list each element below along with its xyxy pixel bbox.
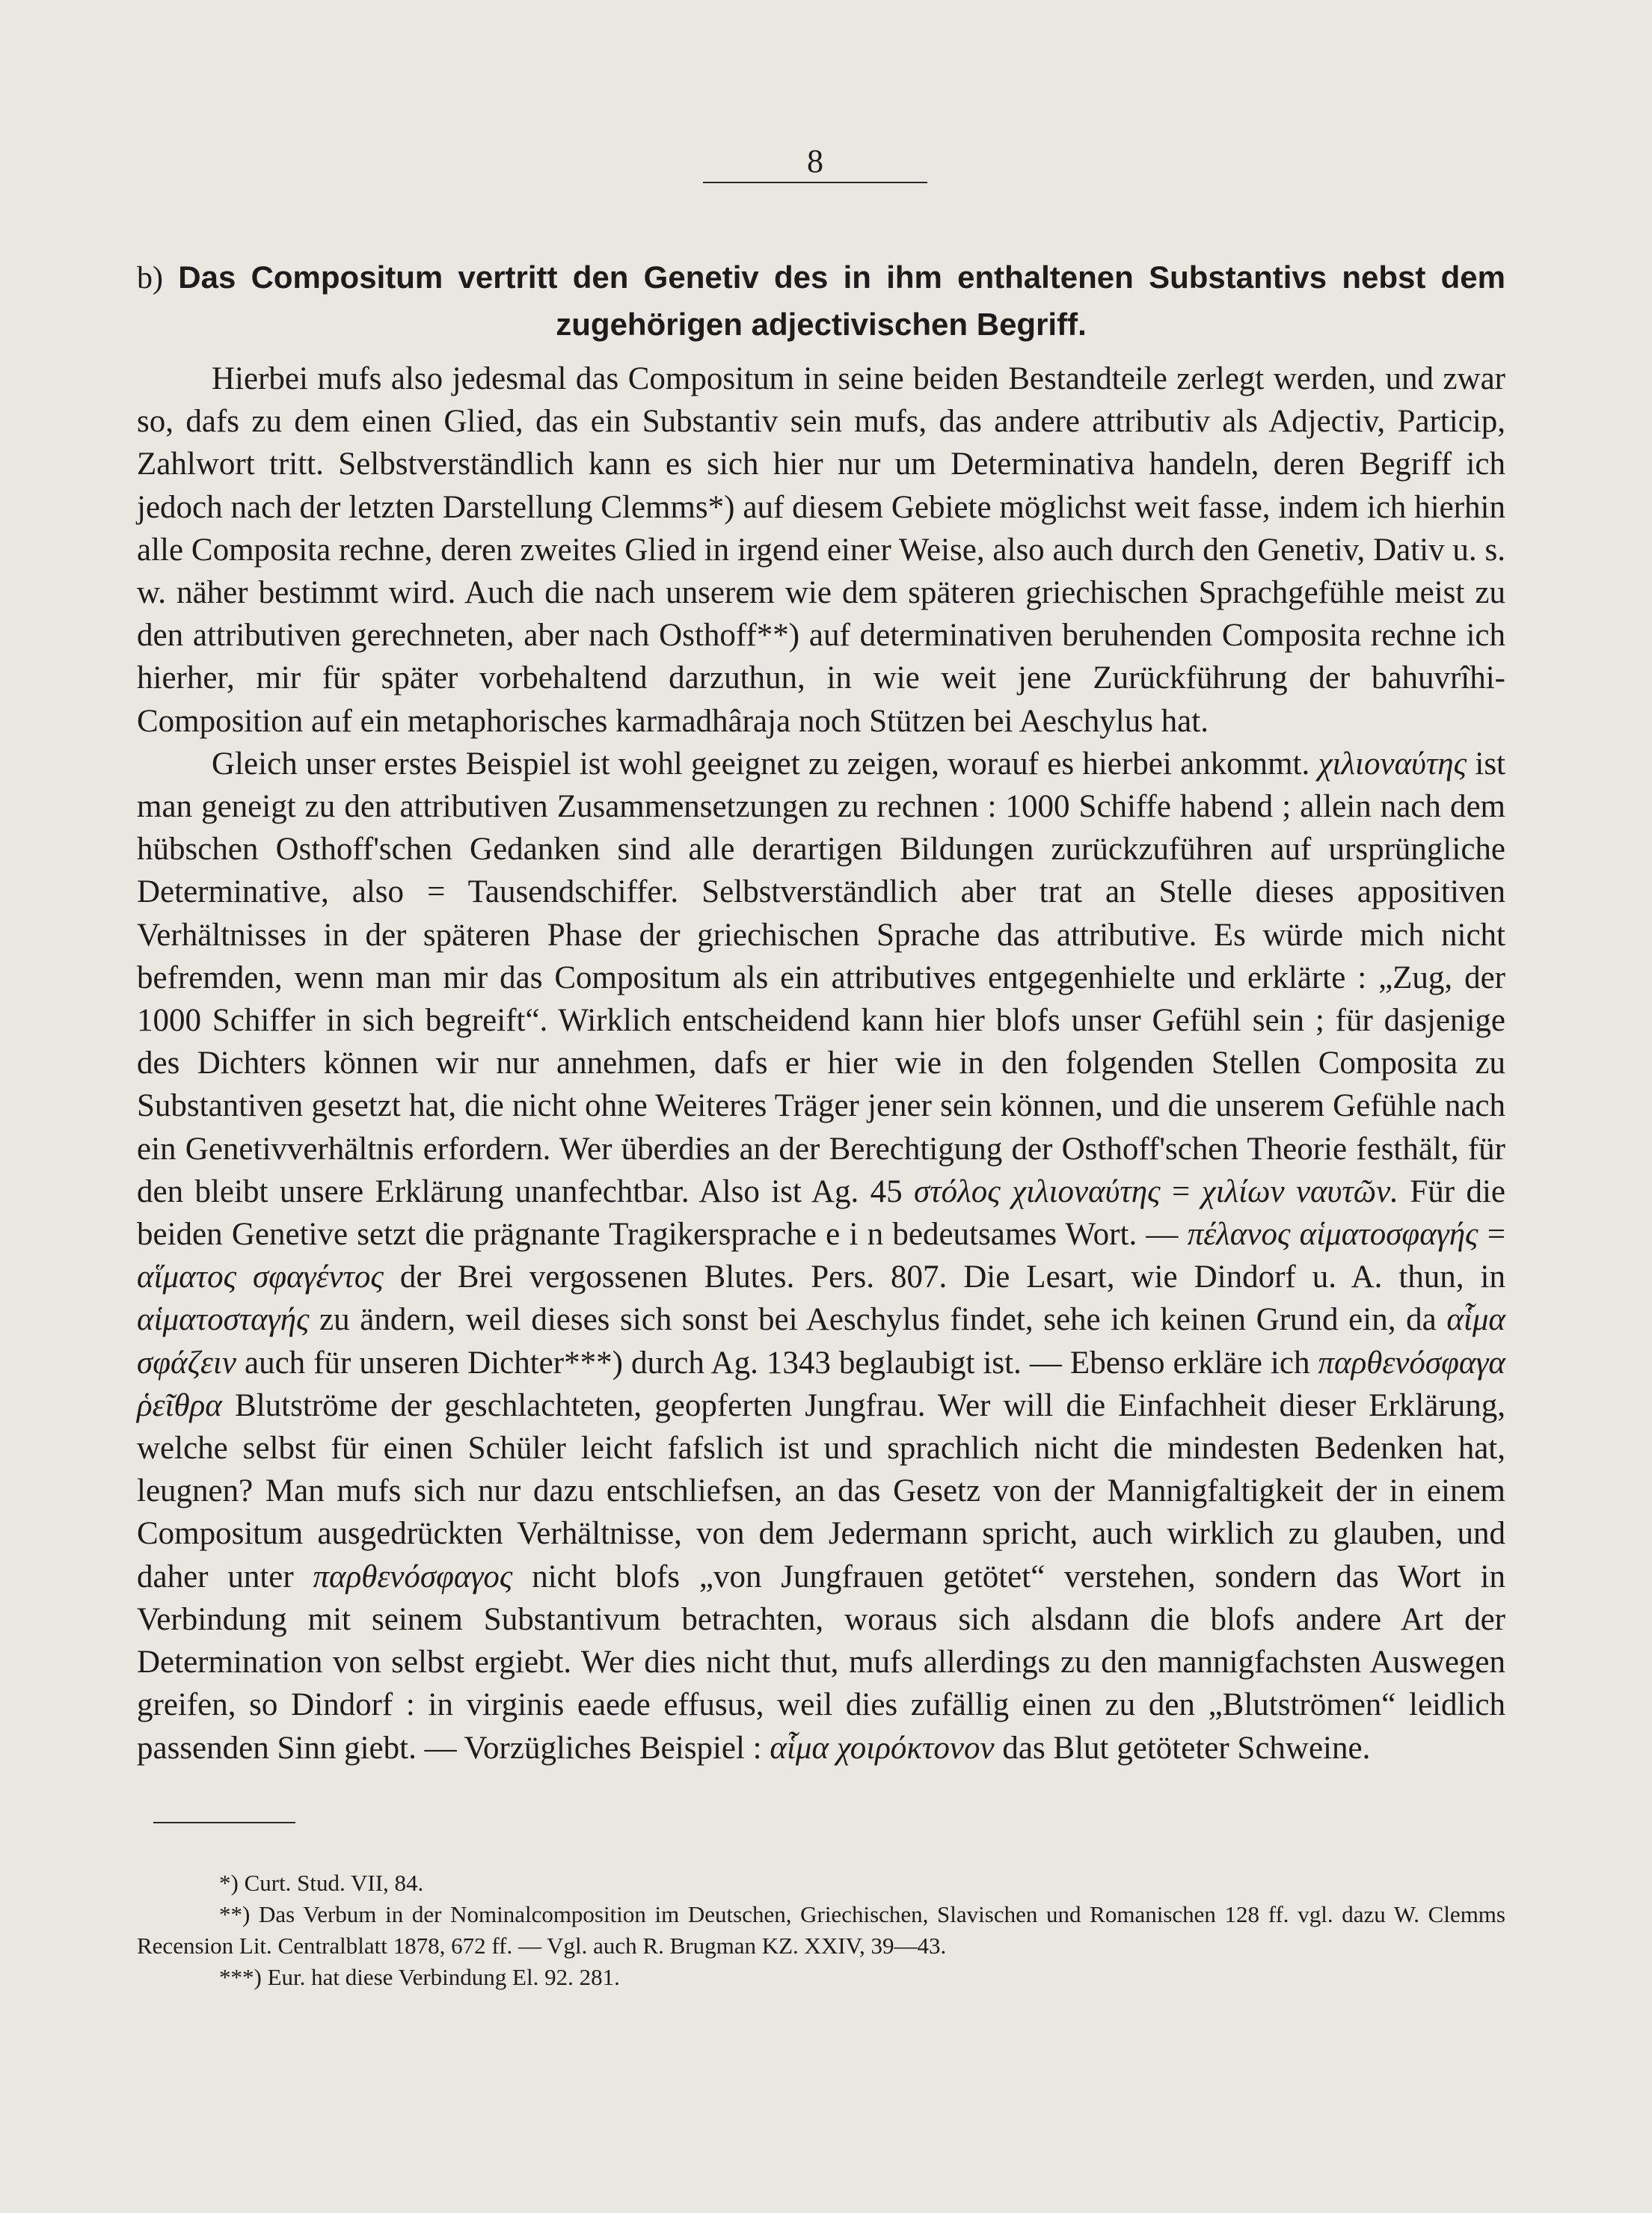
paragraph-text: auch für unseren Dichter***) durch Ag. 1343 beglaubigt ist. — Ebenso erkläre ich (236, 1345, 1318, 1381)
paragraph-text: zu ändern, weil dieses sich sonst bei Aeschylus findet, sehe ich keinen Grund ein, da (309, 1302, 1447, 1338)
body-text (137, 357, 1505, 1770)
paragraph-text: Gleich unser erstes Beispiel ist wohl geeignet zu zeigen, worauf es hierbei ankommt. (212, 746, 1318, 782)
greek-term: αἷμα χοιρόκτονον (770, 1730, 995, 1766)
greek-term: παρθενόσφαγα ῥεῖθρα (137, 1345, 1505, 1423)
greek-term: στόλος χιλιοναύτης (914, 1173, 1161, 1209)
page-number-rule (703, 182, 927, 183)
section-label: b) (137, 261, 163, 295)
paragraph-text: der Brei vergossenen Blutes. Pers. 807. Die Lesart, wie Dindorf u. A. thun, in (383, 1259, 1505, 1295)
greek-term: χιλίων ναυτῶν. (1201, 1173, 1398, 1209)
page-number: 8 (807, 143, 823, 179)
section-heading (137, 254, 1505, 348)
greek-term: χιλιοναύτης (1318, 746, 1467, 782)
greek-term: αἱματοσταγής (137, 1302, 310, 1338)
paragraph-text: Für die beiden Genetive setzt die prägnante Tragikersprache e i n bedeutsames Wort. — (137, 1173, 1505, 1253)
paragraph-text: = (1160, 1173, 1202, 1209)
footnote: ***) Eur. hat diese Verbindung El. 92. 281. (219, 1964, 620, 1990)
footnote-rule (153, 1822, 295, 1823)
paragraph-text: nicht blofs „von Jungfrauen getötet“ verstehen, sondern das Wort in Verbindung mit seinem Substantivum betrachten, woraus sich alsdann die blofs andere Art der Determination von selbst ergiebt. Wer dies nicht thut, mufs allerdings zu den mannigfachsten Auswegen greifen, so Dindorf : in virginis eaede effusus, weil dies zufällig einen zu den „Blutströmen“ leidlich passenden Sinn giebt. — Vorzügliches Beispiel : (137, 1559, 1505, 1766)
greek-term: αἷμα σφάζειν (137, 1302, 1505, 1381)
paragraph-text: das Blut getöteter Schweine. (994, 1730, 1371, 1766)
footnotes (137, 1867, 1505, 1993)
paragraph-text: ist man geneigt zu den attributiven Zusammensetzungen zu rechnen : 1000 Schiffe habend ; allein nach dem hübschen Osthoff'schen Gedanken sind alle derartigen Bildungen zurückzuführen auf ursprüngliche Determinative, also = Tausendschiffer. Selbstverständlich aber trat an Stelle dieses appositiven Verhältnisses in der späteren Phase der griechischen Sprache das attributive. Es würde mich nicht befremden, wenn man mir das Compositum als ein attributives entgegenhielte und erklärte : „Zug, der 1000 Schiffer in sich begreift“. Wirklich entscheidend kann hier blofs unser Gefühl sein ; für dasjenige des Dichters können wir nur annehmen, dafs er hier wie in den folgenden Stellen Composita zu Substantiven gesetzt hat, die nicht ohne Weiteres Träger jener sein können, und die unserem Gefühle nach ein Genetivverhältnis erfordern. Wer überdies an der Berechtigung der Osthoff'schen Theorie festhält, für den bleibt unsere Erklärung unanfechtbar. Also ist Ag. 45 (137, 746, 1505, 1209)
paragraph (137, 743, 1505, 1770)
paragraph (137, 357, 1505, 743)
greek-term: αἵματος σφαγέντος (137, 1259, 384, 1295)
greek-term: πέλανος αἱματοσφαγής (1187, 1217, 1478, 1253)
paragraph-text: Hierbei mufs also jedesmal das Compositum in seine beiden Bestandteile zerlegt werden, und zwar so, dafs zu dem einen Glied, das ein Substantiv sein mufs, das andere attributiv als Adjectiv, Particip, Zahlwort tritt. Selbstverständlich kann es sich hier nur um Determinativa handeln, deren Begriff ich jedoch nach der letzten Darstellung Clemms*) auf diesem Gebiete möglichst weit fasse, indem ich hierhin alle Composita rechne, deren zweites Glied in irgend einer Weise, also auch durch den Genetiv, Dativ u. s. w. näher bestimmt wird. Auch die nach unserem wie dem späteren griechischen Sprachgefühle meist zu den attributiven gerechneten, aber nach Osthoff**) auf determinativen beruhenden Composita rechne ich hierher, mir für später vorbehaltend darzuthun, in wie weit jene Zurückführung der bahuvrîhi-Composition auf ein metaphorisches karmadhâraja noch Stützen bei Aeschylus hat. (137, 361, 1505, 739)
paragraph-text: Blutströme der geschlachteten, geopferten Jungfrau. Wer will die Einfachheit dieser Erklärung, welche selbst für einen Schüler leicht fafslich ist und sprachlich nicht die mindesten Bedenken hat, leugnen? Man mufs sich nur dazu entschliefsen, an das Gesetz von der Mannigfaltigkeit der in einem Compositum ausgedrückten Verhältnisse, von dem Jedermann spricht, auch wirklich zu glauben, und daher unter (137, 1387, 1505, 1594)
section-heading-text: Das Compositum vertritt den Genetiv des in ihm enthaltenen Substantivs nebst dem zugehörigen adjectivischen Begriff. (178, 260, 1506, 342)
greek-term: παρθενόσφαγος (313, 1559, 513, 1594)
footnote: *) Curt. Stud. VII, 84. (219, 1870, 424, 1896)
paragraph-text: = (1478, 1217, 1505, 1253)
footnote: **) Das Verbum in der Nominalcomposition im Deutschen, Griechischen, Slavischen und Romanischen 128 ff. vgl. dazu W. Clemms Recension Lit. Centralblatt 1878, 672 ff. — Vgl. auch R. Brugman KZ. XXIV, 39—43. (137, 1901, 1505, 1959)
